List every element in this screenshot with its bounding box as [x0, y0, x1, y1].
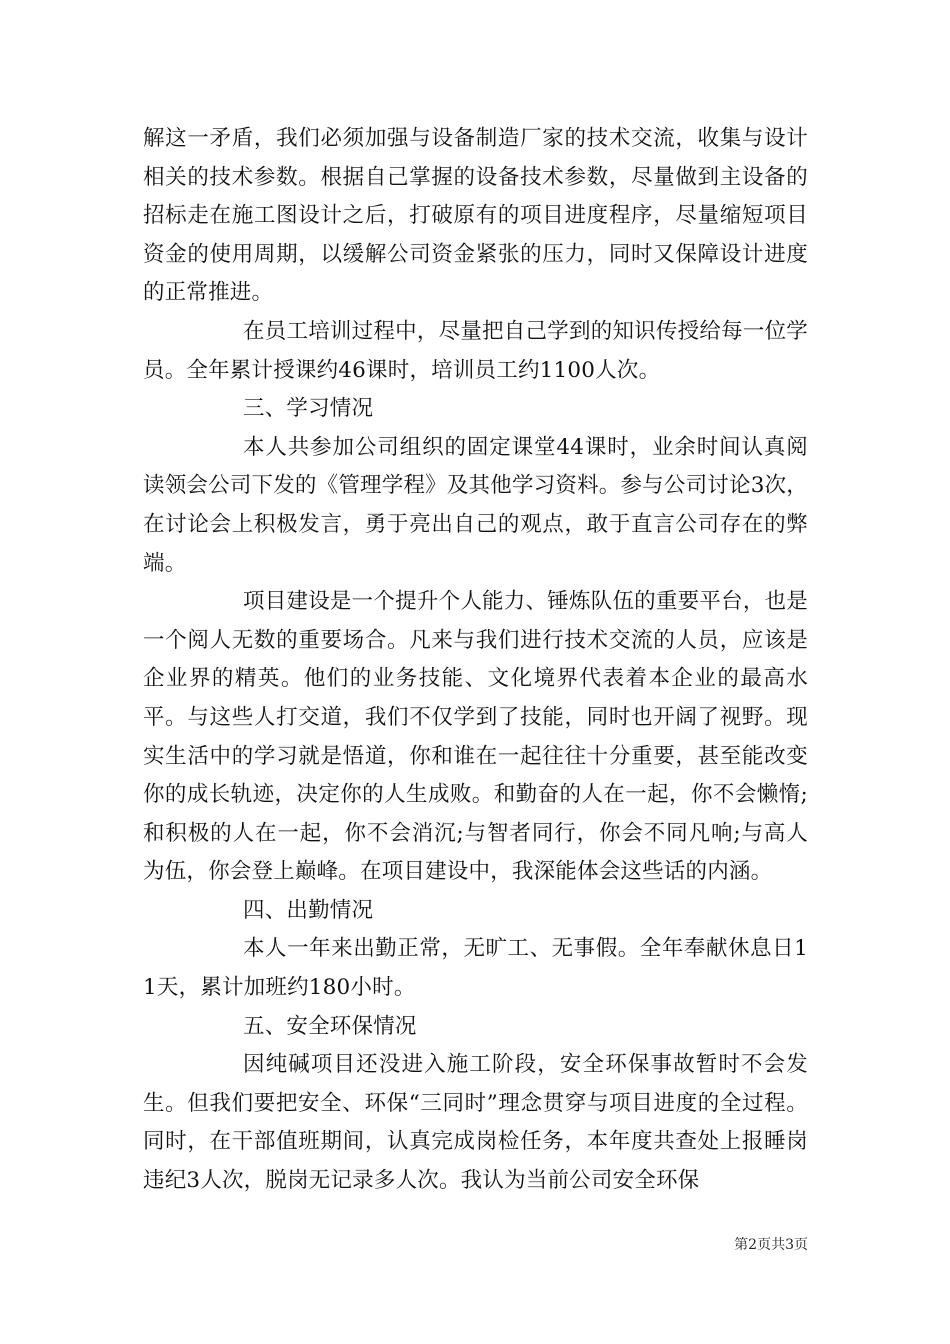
paragraph-safety: 因纯碱项目还没进入施工阶段，安全环保事故暂时不会发生。但我们要把安全、环保“三同时”理念贯穿与项目进度的全过程。同时，在干部值班期间，认真完成岗检任务，本年度共查处上报睡岗违纪3人次，脱岗无记录多人次。我认为当前公司安全环保: [143, 1052, 808, 1194]
document-body: [143, 120, 808, 1201]
section-heading-study: 三、学习情况: [243, 396, 374, 422]
paragraph-project-learning: 项目建设是一个提升个人能力、锤炼队伍的重要平台，也是一个阅人无数的重要场合。凡来与我们进行技术交流的人员，应该是企业界的精英。他们的业务技能、文化境界代表着本企业的最高水平。与这些人打交道，我们不仅学到了技能，同时也开阔了视野。现实生活中的学习就是悟道，你和谁在一起往往十分重要，甚至能改变你的成长轨迹，决定你的人生成败。和勤奋的人在一起，你不会懒惰;和积极的人在一起，你不会消沉;与智者同行，你会不同凡响;与高人为伍，你会登上巅峰。在项目建设中，我深能体会这些话的内涵。: [143, 589, 808, 885]
paragraph-staff-training: 在员工培训过程中，尽量把自己学到的知识传授给每一位学员。全年累计授课约46课时，培训员工约1100人次。: [143, 318, 808, 383]
section-heading-safety: 五、安全环保情况: [243, 1013, 417, 1039]
page-number-footer: 第2页共3页: [734, 1237, 808, 1253]
paragraph-attendance: 本人一年来出勤正常，无旷工、无事假。全年奉献休息日11天，累计加班约180小时。: [143, 936, 808, 1001]
section-heading-attendance: 四、出勤情况: [243, 897, 374, 923]
paragraph-study-classes: 本人共参加公司组织的固定课堂44课时，业余时间认真阅读领会公司下发的《管理学程》及其他学习资料。参与公司讨论3次，在讨论会上积极发言，勇于亮出自己的观点，敢于直言公司存在的弊端。: [143, 434, 808, 576]
paragraph-design-progress: 解这一矛盾，我们必须加强与设备制造厂家的技术交流，收集与设计相关的技术参数。根据自己掌握的设备技术参数，尽量做到主设备的招标走在施工图设计之后，打破原有的项目进度程序，尽量缩短项目资金的使用周期，以缓解公司资金紧张的压力，同时又保障设计进度的正常推进。: [143, 126, 808, 306]
